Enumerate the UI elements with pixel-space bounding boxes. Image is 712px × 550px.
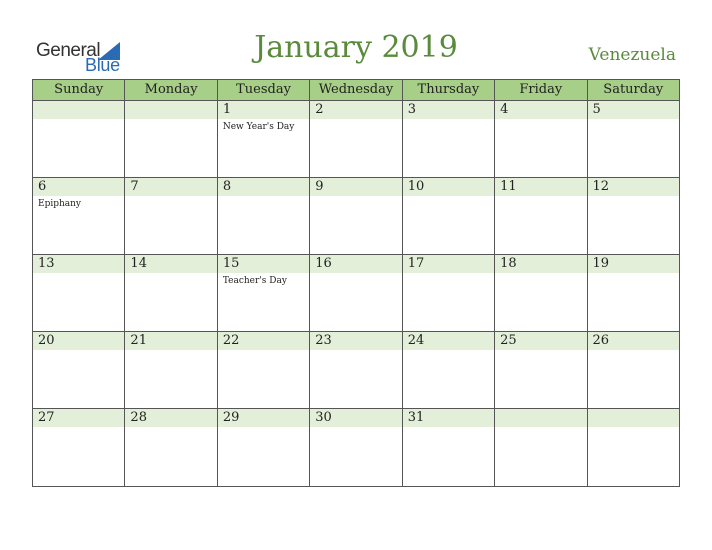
day-number: 14 — [130, 256, 147, 271]
day-number: 11 — [500, 179, 517, 194]
day-number: 22 — [222, 333, 240, 348]
day-number-band — [310, 178, 401, 196]
day-cell[interactable] — [403, 332, 495, 408]
day-number: 20 — [38, 333, 55, 348]
week-row — [33, 101, 679, 178]
day-cell[interactable] — [403, 178, 495, 254]
weekday-header-row — [33, 80, 679, 101]
day-cell[interactable] — [218, 178, 310, 254]
day-number: 7 — [130, 179, 139, 194]
day-cell[interactable] — [403, 101, 495, 177]
weekday-header: Saturday — [603, 82, 664, 97]
day-cell[interactable] — [495, 101, 587, 177]
holiday-label: Teacher's Day — [222, 276, 287, 286]
day-number-band — [588, 101, 679, 119]
weekday-header: Wednesday — [310, 80, 402, 100]
day-number-band — [588, 409, 679, 427]
day-cell[interactable] — [310, 101, 402, 177]
day-cell[interactable] — [310, 332, 402, 408]
day-cell[interactable] — [218, 332, 310, 408]
day-number: 4 — [500, 102, 509, 117]
day-number: 26 — [592, 333, 610, 348]
day-cell[interactable] — [588, 101, 679, 177]
day-cell[interactable] — [218, 255, 310, 331]
day-number: 28 — [130, 410, 147, 425]
weekday-header: Monday — [125, 80, 217, 100]
day-number-band — [310, 101, 401, 119]
day-number: 13 — [38, 256, 55, 271]
country-label: Venezuela — [588, 45, 676, 65]
day-cell[interactable] — [125, 101, 217, 177]
weekday-header: Sunday — [33, 80, 125, 100]
day-number: 19 — [592, 256, 610, 271]
day-cell[interactable] — [588, 332, 679, 408]
day-number: 9 — [315, 179, 324, 194]
holiday-label: Epiphany — [38, 199, 82, 209]
day-number-band — [125, 178, 216, 196]
day-number: 15 — [222, 256, 240, 271]
week-row — [33, 332, 679, 409]
calendar-grid — [32, 79, 680, 487]
day-cell[interactable] — [403, 255, 495, 331]
day-number: 25 — [500, 333, 517, 348]
weekday-header: Friday — [495, 80, 587, 100]
day-cell[interactable] — [310, 255, 402, 331]
day-cell[interactable] — [588, 178, 679, 254]
day-number-band — [33, 101, 124, 119]
day-cell[interactable] — [495, 255, 587, 331]
day-number: 1 — [222, 102, 232, 117]
day-cell[interactable] — [33, 255, 125, 331]
day-cell[interactable] — [125, 255, 217, 331]
holiday-label: New Year's Day — [222, 122, 295, 132]
day-cell[interactable] — [33, 332, 125, 408]
day-number-band — [495, 101, 586, 119]
day-cell[interactable] — [33, 409, 125, 486]
weekday-header: Thursday — [403, 80, 495, 100]
week-row — [33, 178, 679, 255]
day-number: 21 — [130, 333, 147, 348]
day-number: 29 — [222, 410, 240, 425]
calendar-title: January 2019 — [254, 30, 458, 65]
day-number: 17 — [407, 256, 425, 271]
day-number: 5 — [592, 102, 601, 117]
day-cell[interactable] — [588, 409, 679, 486]
day-number-band — [218, 178, 309, 196]
weekday-header: Tuesday — [218, 80, 310, 100]
week-row — [33, 409, 679, 486]
day-number: 24 — [407, 333, 425, 348]
week-row — [33, 255, 679, 332]
day-cell[interactable] — [495, 178, 587, 254]
day-number: 30 — [315, 410, 332, 425]
day-number: 8 — [222, 179, 232, 194]
day-cell[interactable] — [125, 409, 217, 486]
day-number: 2 — [315, 102, 324, 117]
day-cell[interactable] — [310, 178, 402, 254]
day-number: 10 — [407, 179, 425, 194]
day-cell[interactable] — [33, 101, 125, 177]
day-cell[interactable] — [218, 409, 310, 486]
day-cell[interactable] — [403, 409, 495, 486]
day-cell[interactable] — [310, 409, 402, 486]
day-number: 12 — [592, 179, 610, 194]
day-number-band — [403, 101, 494, 119]
day-number-band — [495, 409, 586, 427]
day-cell[interactable] — [33, 178, 125, 254]
day-cell[interactable] — [588, 255, 679, 331]
day-number: 18 — [500, 256, 517, 271]
day-cell[interactable] — [125, 178, 217, 254]
day-number-band — [125, 101, 216, 119]
day-number: 31 — [407, 410, 425, 425]
day-number-band — [33, 178, 124, 196]
day-number: 16 — [315, 256, 332, 271]
day-cell[interactable] — [495, 332, 587, 408]
day-cell[interactable] — [495, 409, 587, 486]
day-cell[interactable] — [125, 332, 217, 408]
day-cell[interactable] — [218, 101, 310, 177]
day-number-band — [218, 101, 309, 119]
day-number: 3 — [407, 102, 416, 117]
day-number: 23 — [315, 333, 332, 348]
logo-word-blue: Blue — [85, 55, 120, 75]
day-number: 27 — [38, 410, 55, 425]
day-number: 6 — [38, 179, 47, 194]
logo-word-general: General — [36, 40, 101, 61]
